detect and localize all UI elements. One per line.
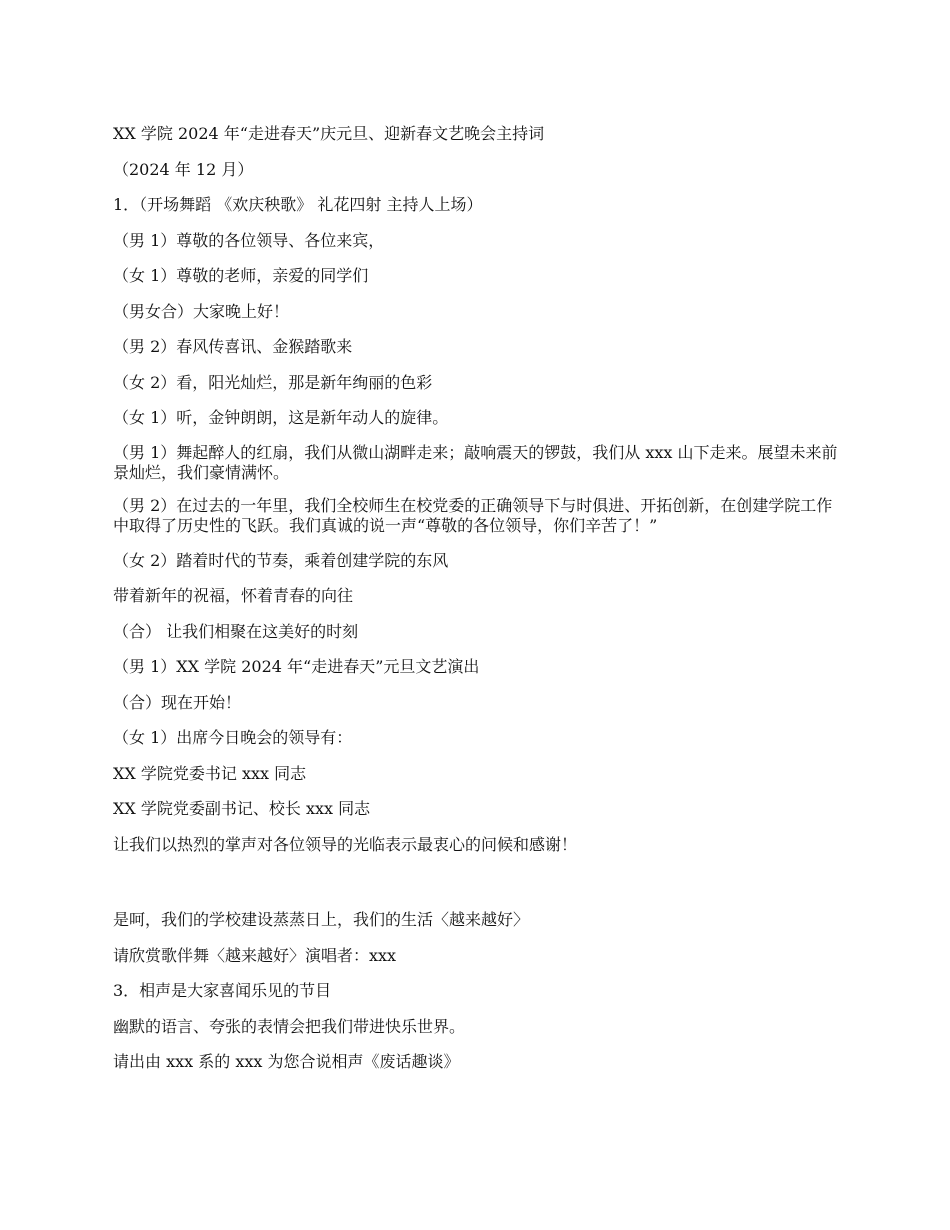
paragraph: （女 2）看，阳光灿烂，那是新年绚丽的色彩	[113, 372, 433, 392]
paragraph: （合） 让我们相聚在这美好的时刻	[113, 621, 359, 641]
paragraph: （男 2）在过去的一年里，我们全校师生在校党委的正确领导下与时俱进、开拓创新，在创建学院工作中取得了历史性的飞跃。我们真诚的说一声“尊敬的各位领导，你们辛苦了！”	[113, 496, 833, 535]
paragraph: XX 学院党委书记 xxx 同志	[113, 763, 307, 783]
document-title: XX 学院 2024 年“走进春天”庆元旦、迎新春文艺晚会主持词	[113, 124, 545, 143]
paragraph: 是呵，我们的学校建设蒸蒸日上，我们的生活〈越来越好〉	[113, 910, 530, 929]
paragraph: （女 2）踏着时代的节奏，乘着创建学院的东风	[113, 550, 449, 570]
paragraph: 幽默的语言、夸张的表情会把我们带进快乐世界。	[113, 1016, 466, 1036]
paragraph: （女 1）听，金钟朗朗，这是新年动人的旋律。	[113, 408, 449, 427]
paragraph: 让我们以热烈的掌声对各位领导的光临表示最衷心的问候和感谢！	[113, 834, 578, 854]
paragraph: （男 1）尊敬的各位领导、各位来宾，	[113, 230, 385, 250]
paragraph: 带着新年的祝福，怀着青春的向往	[113, 586, 354, 605]
paragraph: 请欣赏歌伴舞〈越来越好〉演唱者：xxx	[113, 945, 397, 965]
paragraph: （男 1）XX 学院 2024 年“走进春天”元旦文艺演出	[113, 657, 480, 676]
paragraph: 请出由 xxx 系的 xxx 为您合说相声《废话趣谈》	[113, 1052, 460, 1071]
paragraph: 1．（开场舞蹈 《欢庆秧歌》 礼花四射 主持人上场）	[113, 195, 483, 214]
paragraph: 3．相声是大家喜闻乐见的节目	[113, 981, 332, 1000]
paragraph: （合）现在开始！	[113, 692, 242, 712]
document-date: （2024 年 12 月）	[113, 159, 254, 179]
paragraph: （男女合）大家晚上好！	[113, 301, 290, 321]
paragraph: XX 学院党委副书记、校长 xxx 同志	[113, 799, 371, 818]
paragraph: （女 1）尊敬的老师，亲爱的同学们	[113, 266, 369, 285]
paragraph: （男 1）舞起醉人的红扇，我们从微山湖畔走来；敲响震天的锣鼓，我们从 xxx 山下走来。展望未来前景灿烂，我们豪情满怀。	[113, 442, 838, 482]
paragraph: （男 2）春风传喜讯、金猴踏歌来	[113, 337, 353, 356]
blank-line	[113, 869, 838, 909]
paragraph: （女 1）出席今日晚会的领导有：	[113, 728, 353, 747]
document-body	[113, 123, 838, 1087]
